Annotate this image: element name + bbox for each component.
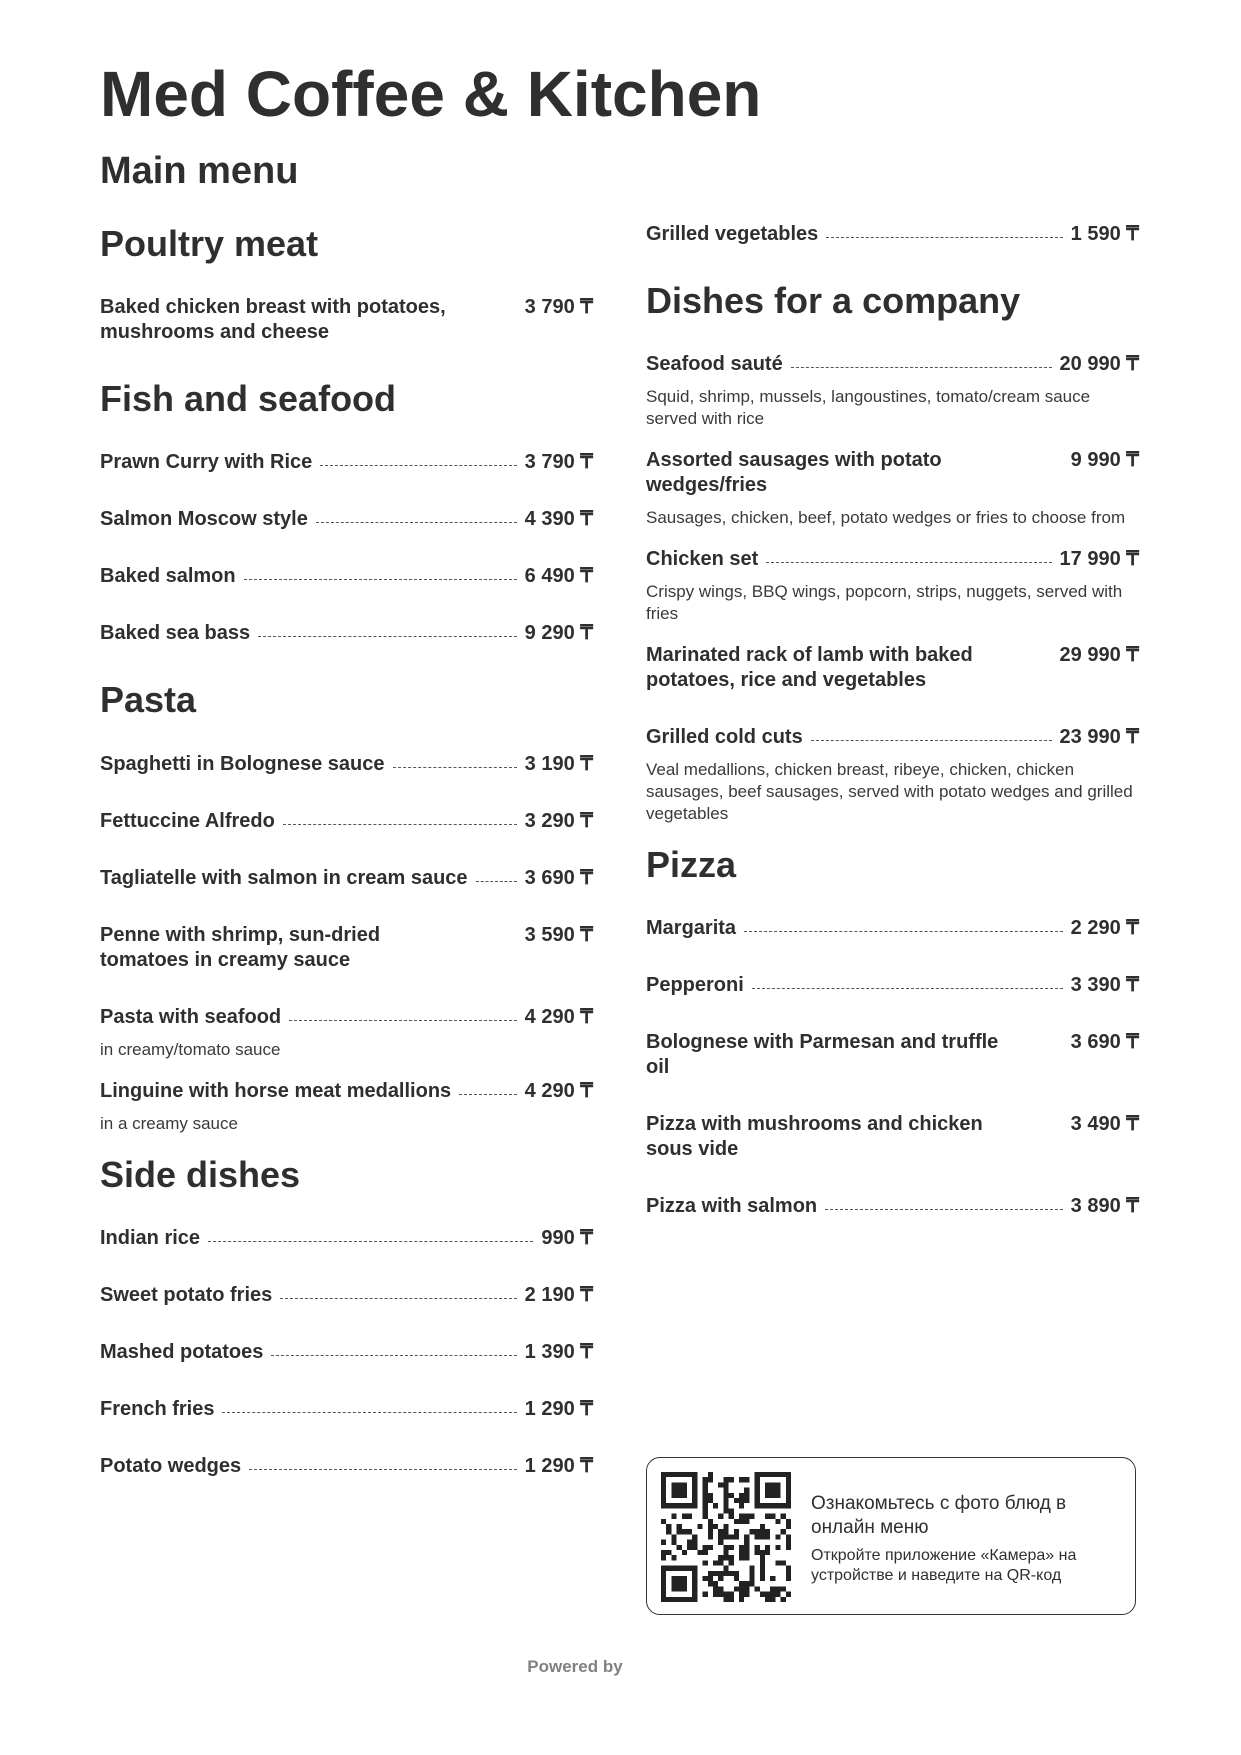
item-name: Pizza with mushrooms and chicken sous vide: [646, 1113, 983, 1161]
item-price: 9 990 ₸: [1070, 449, 1139, 472]
menu-item: [100, 1397, 593, 1422]
dotted-leader: [459, 1079, 516, 1095]
menu-section: [100, 222, 593, 345]
menu-item: [646, 916, 1139, 941]
dotted-leader: [811, 725, 1052, 741]
item-price: 1 290 ₸: [524, 1397, 593, 1420]
item-name: Assorted sausages with potato wedges/fries: [646, 449, 942, 497]
dotted-leader: [280, 1283, 516, 1299]
item-price: 3 590 ₸: [524, 923, 593, 946]
menu-item: [100, 450, 593, 475]
menu-item: [100, 809, 593, 834]
item-price: 3 690 ₸: [524, 866, 593, 889]
menu-item-list: [100, 752, 593, 1135]
menu-section: [646, 843, 1139, 1219]
menu-item: [646, 352, 1139, 430]
dotted-leader: [766, 547, 1051, 563]
dotted-leader: [249, 1454, 517, 1470]
menu-item: [100, 752, 593, 777]
section-title: Pasta: [100, 679, 197, 721]
item-price: 20 990 ₸: [1059, 353, 1139, 376]
item-name: French fries: [100, 1397, 215, 1420]
item-name: Pepperoni: [646, 974, 744, 997]
menu-item-list: [100, 1226, 593, 1479]
menu-item: [100, 1454, 593, 1479]
item-name: Penne with shrimp, sun-dried tomatoes in creamy sauce: [100, 923, 381, 971]
item-price: 2 290 ₸: [1070, 917, 1139, 940]
menu-item: [646, 448, 1139, 529]
dotted-leader: [208, 1226, 533, 1242]
item-name: Prawn Curry with Rice: [100, 451, 313, 474]
menu-item: [646, 725, 1139, 825]
dotted-leader: [271, 1340, 516, 1356]
menu-item: [100, 295, 593, 345]
dotted-leader: [316, 507, 517, 523]
section-title: Fish and seafood: [100, 378, 397, 420]
item-name: Potato wedges: [100, 1454, 242, 1477]
item-price: 2 190 ₸: [524, 1283, 593, 1306]
menu-item: [646, 973, 1139, 998]
item-price: 1 390 ₸: [524, 1340, 593, 1363]
item-name: Linguine with horse meat medallions: [100, 1079, 452, 1102]
menu-item: [646, 547, 1139, 625]
right-column: [646, 222, 1139, 1251]
item-name: Pasta with seafood: [100, 1005, 282, 1028]
item-price: 3 690 ₸: [1070, 1031, 1139, 1054]
item-price: 1 290 ₸: [524, 1454, 593, 1477]
item-description: Sausages, chicken, beef, potato wedges or fries to choose from: [646, 508, 1126, 528]
item-name: Baked sea bass: [100, 622, 251, 645]
item-name: Baked salmon: [100, 565, 236, 588]
section-title: Side dishes: [100, 1153, 301, 1195]
dotted-leader: [283, 809, 517, 825]
item-description: in creamy/tomato sauce: [100, 1039, 281, 1059]
dotted-leader: [393, 752, 517, 768]
qr-code-icon[interactable]: [661, 1472, 791, 1602]
dotted-leader: [752, 973, 1063, 989]
menu-item-list: [646, 916, 1139, 1219]
menu-item-list: [646, 222, 1139, 247]
dotted-leader: [320, 450, 516, 466]
section-title: Dishes for a company: [646, 280, 1021, 321]
item-description: Crispy wings, BBQ wings, popcorn, strips, nuggets, served with fries: [646, 582, 1123, 624]
menu-item: [646, 1112, 1139, 1162]
menu-item: [100, 1226, 593, 1251]
item-name: Bolognese with Parmesan and truffle oil: [646, 1031, 999, 1079]
section-title: Pizza: [646, 844, 737, 886]
item-name: Grilled cold cuts: [646, 726, 803, 749]
menu-item-list: [100, 295, 593, 345]
menu-item-list: [100, 450, 593, 646]
menu-item: [646, 222, 1139, 247]
item-price: 3 390 ₸: [1070, 974, 1139, 997]
restaurant-name: Med Coffee & Kitchen: [100, 58, 762, 130]
item-name: Indian rice: [100, 1226, 201, 1249]
dotted-leader: [222, 1397, 516, 1413]
menu-title: Main menu: [100, 150, 299, 192]
menu-item: [100, 564, 593, 589]
menu-item: [100, 1005, 593, 1061]
qr-card-title: Ознакомьтесь с фото блюд в онлайн меню: [811, 1493, 1067, 1538]
item-name: Tagliatelle with salmon in cream sauce: [100, 866, 468, 889]
item-description: Veal medallions, chicken breast, ribeye, chicken, chicken sausages, beef sausages, served with potato wedges and grilled vegetables: [646, 760, 1133, 824]
item-name: Fettuccine Alfredo: [100, 809, 275, 832]
item-price: 3 190 ₸: [524, 752, 593, 775]
item-price: 1 590 ₸: [1070, 223, 1139, 245]
item-name: Sweet potato fries: [100, 1283, 273, 1306]
item-name: Mashed potatoes: [100, 1340, 264, 1363]
item-name: Grilled vegetables: [646, 223, 819, 245]
item-name: Margarita: [646, 917, 737, 940]
menu-item: [646, 643, 1139, 693]
dotted-leader: [289, 1005, 517, 1021]
qr-card-subtitle: Откройте приложение «Камера» на устройстве и наведите на QR-код: [811, 1547, 1077, 1584]
menu-item: [100, 1079, 593, 1135]
item-price: 4 390 ₸: [524, 508, 593, 531]
dotted-leader: [244, 564, 517, 580]
menu-section: [646, 222, 1139, 247]
item-price: 4 290 ₸: [524, 1079, 593, 1102]
dotted-leader: [476, 866, 517, 882]
item-price: 29 990 ₸: [1059, 644, 1139, 667]
item-name: Baked chicken breast with potatoes, mushrooms and cheese: [100, 296, 446, 344]
powered-by: Powered by: [527, 1657, 623, 1676]
dotted-leader: [826, 222, 1062, 238]
item-description: in a creamy sauce: [100, 1113, 238, 1133]
item-name: Pizza with salmon: [646, 1195, 818, 1218]
item-price: 3 790 ₸: [524, 451, 593, 474]
item-price: 23 990 ₸: [1059, 726, 1139, 749]
dotted-leader: [258, 621, 517, 637]
menu-item: [100, 923, 593, 973]
menu-item-list: [646, 352, 1139, 825]
menu-item: [646, 1030, 1139, 1080]
left-column: [100, 222, 593, 1511]
menu-item: [100, 1340, 593, 1365]
item-name: Marinated rack of lamb with baked potatoes, rice and vegetables: [646, 644, 973, 692]
menu-section: [100, 377, 593, 646]
item-name: Chicken set: [646, 548, 759, 571]
item-name: Salmon Moscow style: [100, 508, 308, 531]
item-price: 3 290 ₸: [524, 809, 593, 832]
dotted-leader: [825, 1194, 1063, 1210]
item-name: Spaghetti in Bolognese sauce: [100, 752, 385, 775]
qr-card: [646, 1457, 1136, 1615]
item-price: 6 490 ₸: [524, 565, 593, 588]
dotted-leader: [791, 352, 1052, 368]
item-description: Squid, shrimp, mussels, langoustines, tomato/cream sauce served with rice: [646, 387, 1091, 429]
item-price: 3 790 ₸: [524, 296, 593, 319]
menu-item: [646, 1194, 1139, 1219]
menu-item: [100, 621, 593, 646]
dotted-leader: [744, 916, 1063, 932]
menu-section: [100, 1153, 593, 1479]
item-price: 9 290 ₸: [524, 622, 593, 645]
menu-item: [100, 866, 593, 891]
menu-section: [100, 678, 593, 1134]
item-name: Seafood sauté: [646, 353, 783, 376]
item-price: 3 490 ₸: [1070, 1113, 1139, 1136]
section-title: Poultry meat: [100, 223, 319, 264]
item-price: 990 ₸: [541, 1226, 593, 1249]
menu-section: [646, 279, 1139, 825]
menu-item: [100, 1283, 593, 1308]
menu-item: [100, 507, 593, 532]
item-price: 3 890 ₸: [1070, 1195, 1139, 1218]
item-price: 17 990 ₸: [1059, 548, 1139, 571]
item-price: 4 290 ₸: [524, 1005, 593, 1028]
